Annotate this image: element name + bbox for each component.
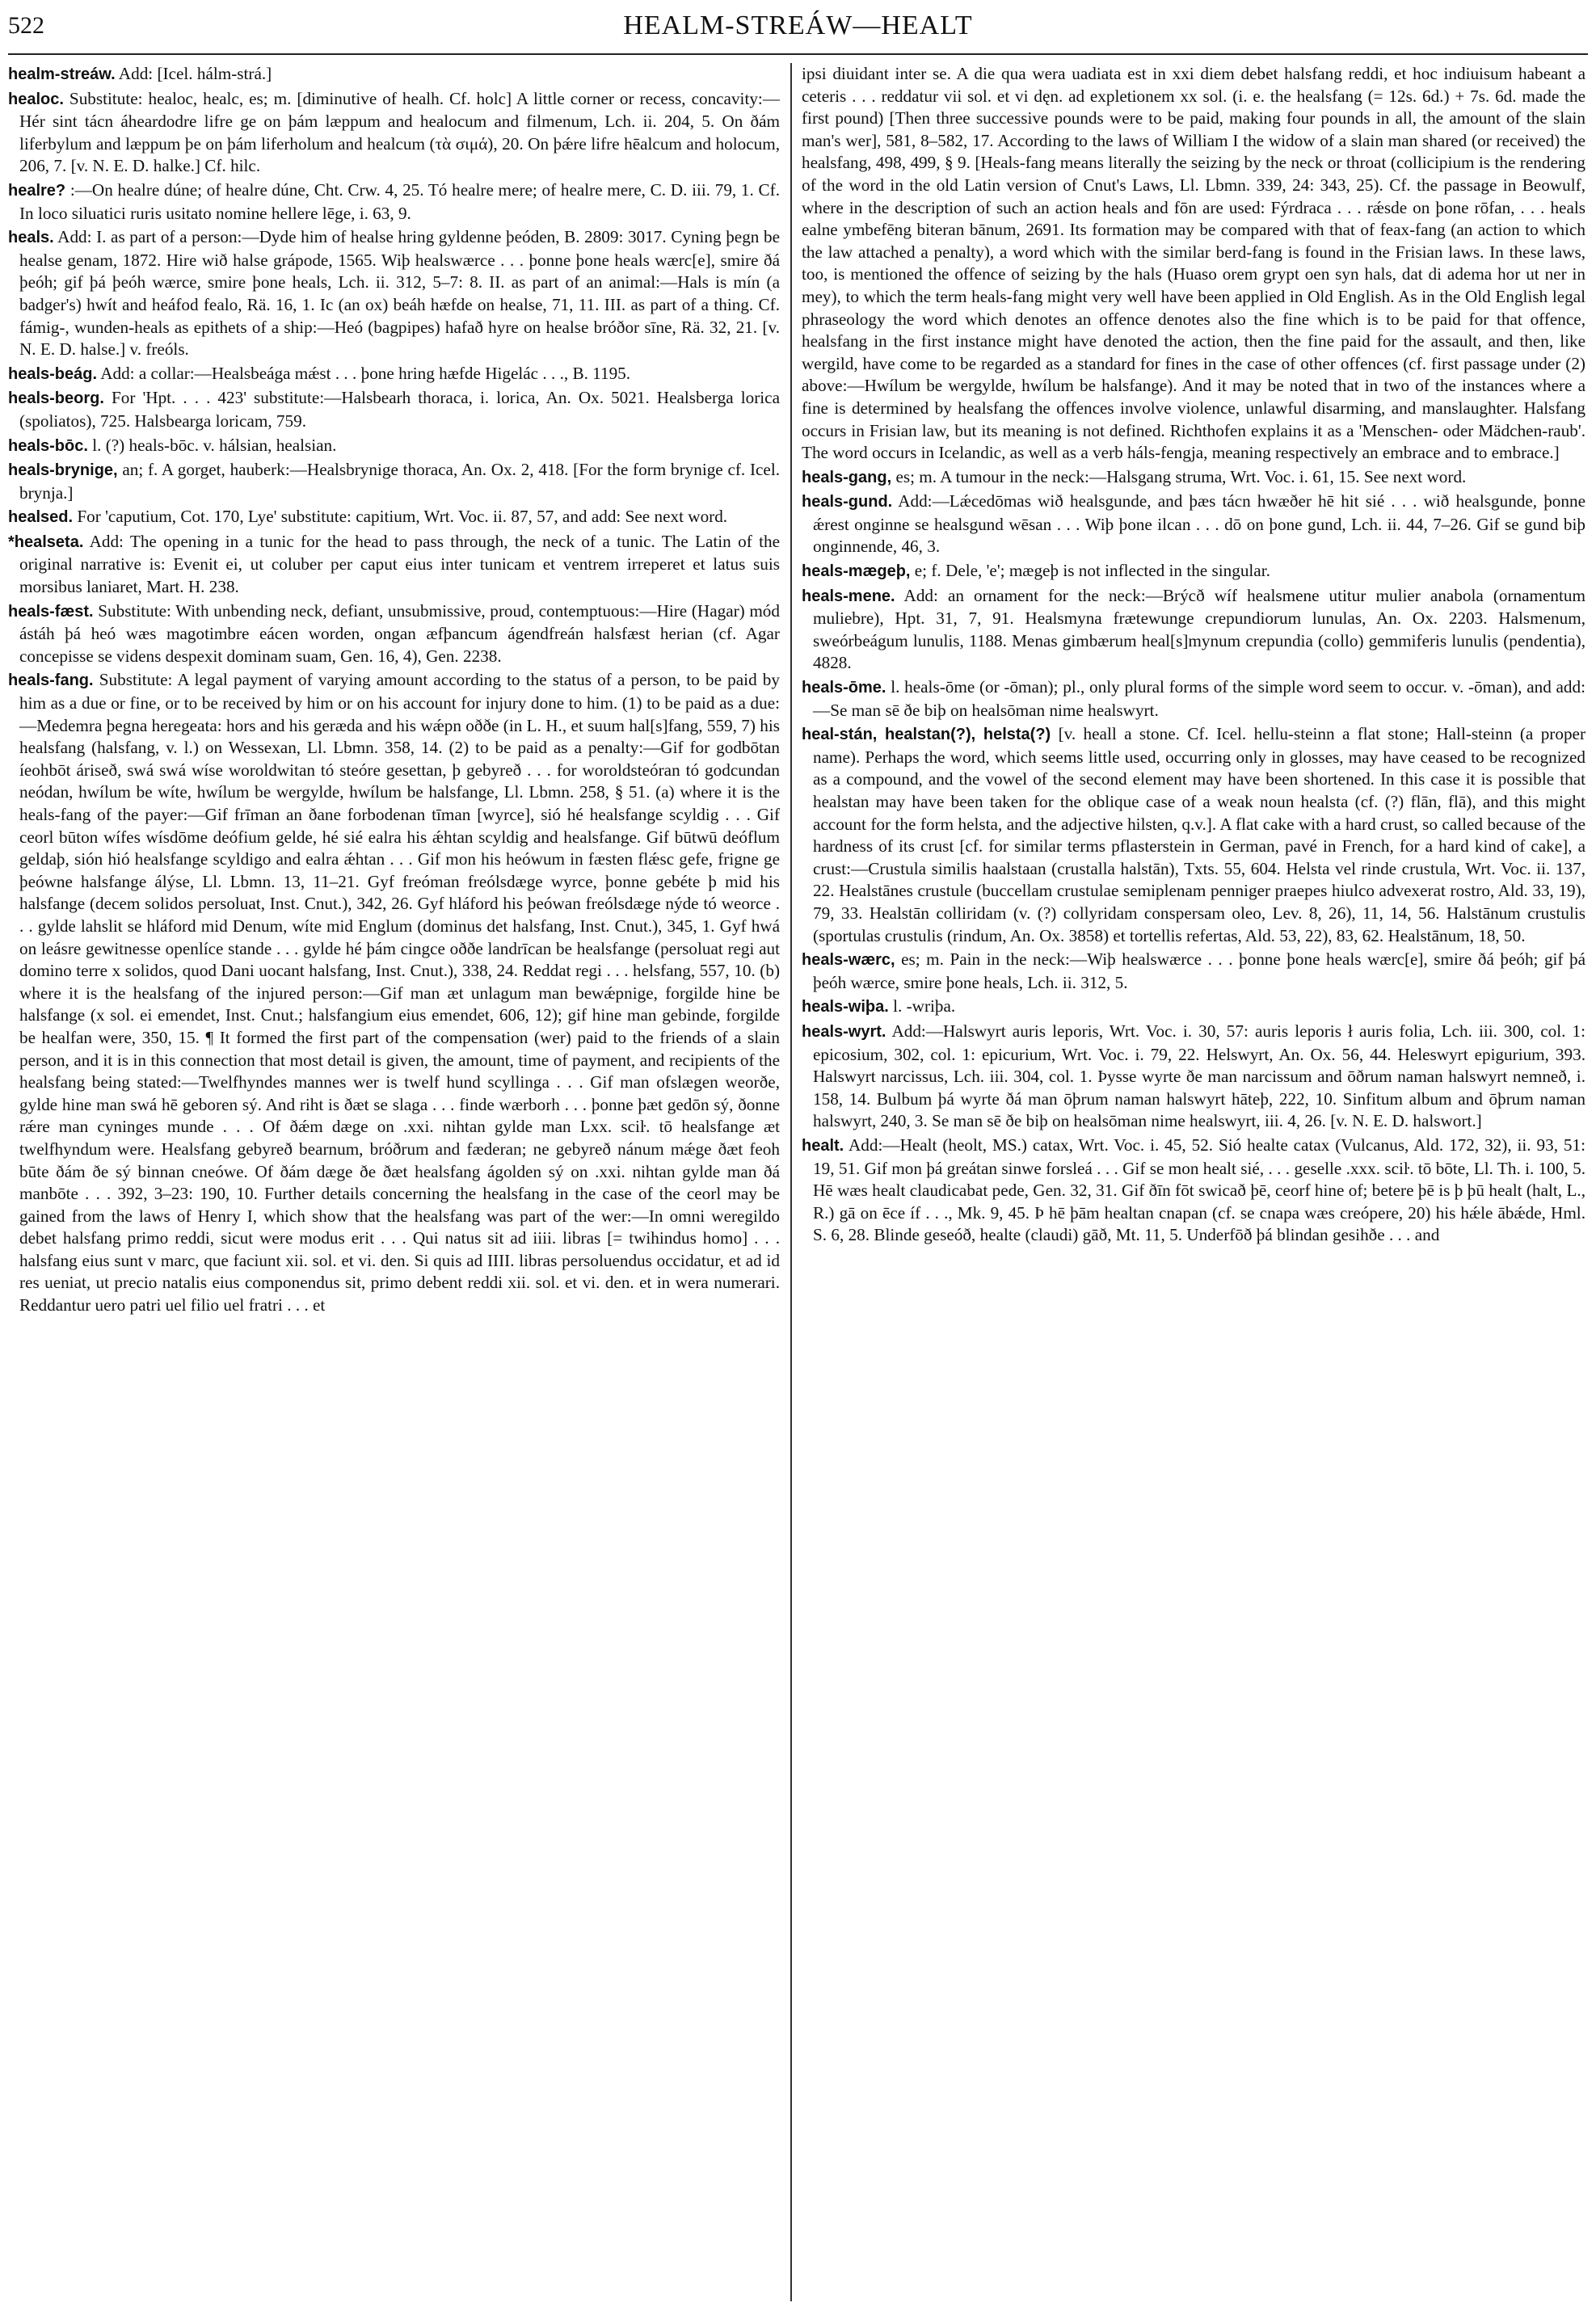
entry-headword: heals-wærc,	[802, 951, 895, 970]
entry-text: Add: a collar:—Healsbeága mǽst . . . þone hring hæfde Higelác . . ., B. 1195.	[100, 363, 631, 383]
entry-text: Add: I. as part of a person:—Dyde him of healse hring gyldenne þeóden, B. 2809: 3017. Cyning þegn be healse genam, 1872. Hire wið halse grápode, 1565. Wiþ healswærce . . . þonne þone heals wærc[e], smire ðá þeóh; gif þá þeóh wærce, smire þone heals, Lch. ii. 312, 5–7: 8. II. as part of an animal:—Hals is mín (a badger's) hwít and heáfod fealo, Rä. 16, 1. Ic (an ox) beáh hæfde on healse, 71, 11. III. as part of a thing. Cf. fámig-, wunden-heals as epithets of a ship:—Heó (bagpipes) hafað hyre on healse bróðor sīne, Rä. 32, 21. [v. N. E. D. halse.] v. freóls.	[19, 227, 780, 360]
dictionary-entry	[8, 600, 780, 668]
entry-headword: healm-streáw.	[8, 65, 116, 83]
entry-headword: heals-gang,	[802, 468, 892, 486]
dictionary-entry	[8, 226, 780, 361]
entry-text: Substitute: A legal payment of varying amount according to the status of a person, to be paid by him as a due or fine, or to be received by him or on his account for injury done to him. (1) to be paid as a due:—Medemra þegna heregeata: hors and his geræda and his wǽpn oððe (in L. H., et suum hal[s]fang, 559, 7) his healsfang (halsfang, v. l.) on Wessexan, Ll. Lbmn. 358, 14. (2) to be paid as a penalty:—Gif for godbōtan íeohbōt áriseð, swá swá wíse woroldwitan tó steóre gesettan, þ gebyreð . . . for woroldsteóran tó godcundan neódan, hwílum be wíte, hwílum be wergylde, hwílum be halsfange, Ll. Lbmn. 258, § 51. (a) where it is the heals-fang of the payer:—Gif frīman an ðane forbodenan tīman [wyrce], sió hé healsfange scyldig . . . Gif ceorl būton wífes wísdōme deófium gelde, hé sié ealra his ǽhtan scyldig and healsfange. Gif būtwū deóflum geldaþ, sión hió healsfange scyldigo and ealra ǽhtan . . . Gif mon his heówum in fæsten flǽsc gefe, frigne ge þeówne halsfange álýse, Ll. Lbmn. 13, 11–21. Gyf freóman freólsdæge wyrce, þonne gebéte þ mid his halsfange (decem solidos persoluat, Inst. Cnut.), 342, 26. Gyf hláford his þeówan freólsdæge nýde tó weorce . . . gylde lahslit se hláford mid Denum, wíte mid Englum (dominus det halsfang, Inst. Cnut.), 345, 1. Gyf hwá on leásre gewitnesse openlíce stande . . . gylde hé þám cingce oððe landrīcan be healsfange (persoluat regi aut domino terre x solidos, quod Dani uocant halsfang, Inst. Cnut.), 338, 24. Reddat regi . . . helsfang, 557, 10. (b) where it is the healsfang of the injured person:—Gif man æt unlagum man bewǽpnige, forgilde hine be halsfange (x sol. ei emendet, Inst. Cnut.; halsfangium eius emendet, 606, 12); gif hine man gebinde, forgilde be healfan were, 350, 15. ¶ It formed the first part of the compensation (wer) paid to the friends of a slain person, and it is in this connection that most detail is given, the amount, time of payment, and recipients of the healsfang being stated:—Twelfhyndes mannes wer is twelf hund scyllinga . . . Gif man ofslægen weorðe, gylde hine man swá hē geboren sý. And riht is ðæt se slaga . . . finde wærborh . . . þonne þæt gedōn sý, ðonne rǽre man cyninges munde . . . Of ðǽm dæge on .xxi. nihtan gylde man Lxx. sciŀ. tō healsfange æt twelfhyndum were. Healsfang gebyreð bearnum, bróðrum and fæderan; ne gebyreð nánum mǽge ðæt feoh būte ðám ðe sý binnan cneówe. Of ðám dæge ðe ðæt healsfang ágolden sý on .xxi. nihtan gylde man ðá manbōte . . . 392, 3–23: 190, 10. Further details concerning the healsfang in the case of the ceorl may be gained from the laws of Henry I, which show that the healsfang was part of the wer:—In omni weregildo debet halsfang primo reddi, sicut were modus erit . . . Qui natus sit ad iiii. libras [= twihindus homo] . . . halsfang eius sunt v marc, que faciunt xii. sol. et vi. den. Si quis ad IIII. libras persoluendus occidatur, et ad id res ueniat, ut precio natalis eius componendus sit, primo debent reddi xii. sol. et vi. den. et in wera numerari. Reddantur uero patri uel filio uel fratri . . . et	[19, 670, 780, 1315]
entry-text: Add: [Icel. hálm-strá.]	[118, 64, 272, 83]
entry-headword: healt.	[802, 1136, 844, 1155]
entry-text: Add: an ornament for the neck:—Brýcð wíf healsmene utitur mulier anabola (ornamentum muliebre), Hpt. 31, 7, 91. Healsmyna frætewunge crepundiorum lunulas, An. Ox. 2203. Halsmenum, sweórbeágum lunulis, 1188. Menas gimbærum heal[s]mynum crepundia (collo) gemmiferis lunulis (pendentia), 4828.	[813, 585, 1585, 673]
dictionary-entry	[8, 179, 780, 225]
entry-headword: healoc.	[8, 90, 64, 108]
entry-headword: heals-brynige,	[8, 461, 118, 480]
entry-text: Add:—Halswyrt auris leporis, Wrt. Voc. i. 30, 57: auris leporis ł auris folia, Lch. iii. 300, col. 1: epicosium, 302, col. 1: epicurium, Wrt. Voc. i. 79, 22. Helswyrt, An. Ox. 56, 44. Heleswyrt epigurium, 393. Halswyrt narcissus, Lch. iii. 304, col. 1. Þysse wyrte ðe man narcissum and ōðrum naman halswyrt nemneð, i. 158, 14. Bulbum þá wyrte ðá man ōþrum naman halswyrt hāteþ, 222, 10. Sinfitum album and ōþrum naman halswyrt, 240, 3. Se man sē ðe biþ on healsōman nime healswyrt, iii. 4, 26. [v. N. E. D. halswort.]	[813, 1021, 1585, 1131]
dictionary-entry	[8, 63, 780, 86]
dictionary-entry	[8, 459, 780, 504]
entry-text: l. -wriþa.	[893, 996, 956, 1017]
header-rule	[8, 53, 1588, 55]
entry-text: For 'caputium, Cot. 170, Lye' substitute: capitium, Wrt. Voc. ii. 87, 57, and add: See next word.	[77, 507, 728, 527]
dictionary-entry	[802, 560, 1585, 583]
entry-text: Add:—Healt (heolt, MS.) catax, Wrt. Voc. i. 45, 52. Sió healte catax (Vulcanus, Ald. 172, 32), ii. 93, 51: 19, 51. Gif mon þá greátan sinwe forsleá . . . Gif se mon healt sié, . . . geselle .xxx. sciŀ. tō bōte, Ll. Th. i. 100, 5. Hē wæs healt claudicabat pede, Gen. 32, 31. Gif ðīn fōt swicað þē, ceorf hine of; betere þē is þ þū healt (halt, L., R.) gā on ēce íf . . ., Mk. 9, 45. Þ hē þām healtan cnapan (cf. se cnapa wæs creópere, 20) his hǽle ābǽde, Hml. S. 6, 28. Blinde geseóð, healte (claudi) gāð, Mt. 11, 5. Underfōð þá blindan gesihðe . . . and	[813, 1134, 1585, 1245]
entry-headword: heals-beág.	[8, 364, 98, 383]
entry-text: Substitute: healoc, healc, es; m. [diminutive of healh. Cf. holc] A little corner or recess, concavity:—Hér sint tácn áheardodre lifre ge on þám læppum and healocum and filmenum, Lch. ii. 204, 5. On ðám liferbylum and læppum þe on þám liferholum and healcum (τὰ σιμά), 20. On þǽre lifre hēalcum and holocum, 206, 7. [v. N. E. D. halke.] Cf. hilc.	[19, 88, 780, 176]
dictionary-entry	[8, 363, 780, 386]
entry-text: :—On healre dúne; of healre dúne, Cht. Crw. 4, 25. Tó healre mere; of healre mere, C. D. iii. 79, 1. Cf. In loco siluatici ruris usitato nomine hellere lēge, i. 63, 9.	[19, 179, 780, 223]
entry-headword: heals-mene.	[802, 587, 895, 605]
entry-text: es; m. A tumour in the neck:—Halsgang struma, Wrt. Voc. i. 61, 15. See next word.	[895, 466, 1467, 486]
entry-text: l. heals-ōme (or -ōman); pl., only plural forms of the simple word seem to occur. v. -ōman), and add:—Se man sē ðe biþ on healsōman nime healswyrt.	[813, 677, 1585, 720]
entry-text: es; m. Pain in the neck:—Wiþ healswærce . . . þonne þone heals wærc[e], smire ðá þeóh; gif þá þeóh wærce, smire þone heals, Lch. ii. 312, 5.	[813, 949, 1585, 992]
entry-text: [v. heall a stone. Cf. Icel. hellu-steinn a flat stone; Hall-steinn (a proper name). Perhaps the word, which seems little used, occurring only in glosses, may have ceased to be recognized as a compound, and the vowel of the second element may have been shortened. In this case it is possible that healstan may have been taken for the oblique case of a weak noun healsta (cf. (?) flān, flā), and this might account for the form helsta, and the adjective hilsten, q.v.]. A flat cake with a hard crust, so called because of the hardness of its crust [cf. for similar terms pflasterstein in German, pavé in French, for a hard kind of cake], a crust:—Crustula similis haalstaan (crustalla halstān), Txts. 55, 604. Helsta vel rinde crustula, Wrt. Voc. ii. 137, 22. Healstānes crustule (buccellam crustulae semiplenam penniger praepes hiulco advexerat rostro, Ald. 33, 19), 79, 33. Healstān colliridam (v. (?) collyridam conspersam oleo, Lev. 8, 26), 11, 14, 56. Halstānum crustulis (sportulas crustulis (rindum, An. Ox. 3858) et tortellis refertas, Ald. 53, 22), 83, 62. Healstānum, 18, 50.	[813, 724, 1585, 945]
dictionary-entry	[802, 466, 1585, 490]
entry-headword: heals-fæst.	[8, 602, 94, 621]
dictionary-entry	[802, 723, 1585, 947]
entry-headword: heal-stán, healstan(?), helsta(?)	[802, 726, 1051, 744]
dictionary-entry	[8, 387, 780, 432]
entry-headword: heals-wyrt.	[802, 1022, 886, 1041]
dictionary-entry	[802, 1134, 1585, 1247]
dictionary-entry	[802, 63, 1585, 465]
page-header	[8, 6, 1588, 48]
running-head: HEALM-STREÁW—HEALT	[623, 11, 973, 40]
entry-text: Add: The opening in a tunic for the head to pass through, the neck of a tunic. The Latin of the original narrative is: Evenit ei, ut coluber per caput eius inter tunicam et ventrem irreperet et latus suis morsibus laniaret, Mart. H. 238.	[19, 531, 780, 597]
entry-headword: healsed.	[8, 508, 74, 527]
right-column	[802, 63, 1585, 2301]
left-column	[8, 63, 780, 2301]
dictionary-entry	[802, 676, 1585, 722]
dictionary-entry	[8, 669, 780, 1316]
page-number: 522	[8, 12, 44, 39]
entry-text: an; f. A gorget, hauberk:—Healsbrynige thoraca, An. Ox. 2, 418. [For the form brynige cf. Icel. brynja.]	[19, 460, 780, 503]
entry-headword: heals-gund.	[802, 493, 893, 511]
entry-headword: heals-wiþa.	[802, 998, 889, 1017]
entry-text: l. (?) heals-bōc. v. hálsian, healsian.	[92, 435, 337, 455]
dictionary-entry	[8, 506, 780, 529]
entry-headword: heals-fang.	[8, 671, 94, 690]
entry-text: Add:—Lǽcedōmas wið healsgunde, and þæs tácn hwæðer hē hit sié . . . wið healsgunde, þonne ǽrest onginne se healsgund wēsan . . . Wiþ þone ilcan . . . dō on þone gund, Lch. ii. 44, 7–26. Gif se gund biþ onginnende, 46, 3.	[813, 491, 1585, 557]
entry-headword: *healseta.	[8, 532, 84, 551]
entry-text: ipsi diuidant inter se. A die qua wera uadiata est in xxi diem debet halsfang reddi, et hoc indiuisum habeant a ceteris . . . reddatur vii sol. et vi dęn. ad expletionem xx sol. (i. e. the healsfang (= 12s. 6d.) + 7s. 6d. made the first pound) [Then three successive pounds were to be paid, making four pounds in all, the amount of the slain man's wer], 581, 8–582, 17. According to the laws of William I the widow of a slain man shared (or received) the healsfang, 498, 499, § 9. [Heals-fang means literally the seizing by the neck or throat (collicipium is the rendering of the word in the old Latin version of Cnut's Laws, Ll. Lbmn. 339, 24: 343, 25). Cf. the passage in Beowulf, where in the description of such an action heals and fōn are used: Fýrdraca . . . rǽsde on þone rōfan, . . . heals ealne ymbefēng biteran bānum, 2691. Its formation may be compared with that of feax-fang (an action to which the law attached a penalty), a word which with the similar berd-fang is found in the Frisian laws. In these laws, too, is mentioned the offence of seizing by the hals (Huaso orem grypt oen syn hals, dat di adema hor ut ner in mey), to which the term heals-fang might very well have been applied in Old English. As in the Old English legal phraseology the word which denotes an offence denotes also the fine which is to be paid for that offence, healsfang in the first instance might have denoted the action, then the fine paid for the assault, and then, like wergild, have come to be regarded as a standard for fines in the case of other offences (cf. first passage under (2) above:—Hwílum be wergylde, hwílum be halsfange). And it may be noted that in two of the instances where a fine is determined by healsfang the offences involve violence, unlawful disarming, and manslaughter. Halsfang occurs in Frisian law, but its meaning is not defined. Richthofen explains it as a 'Menschen- oder Mädchen-raub'. The word occurs in Icelandic, as well as a verb háls-fengja, meaning respectively an embrace and to embrace.]	[802, 64, 1585, 463]
entry-headword: heals-bōc.	[8, 436, 88, 455]
dictionary-entry	[802, 585, 1585, 675]
entry-headword: heals-mægeþ,	[802, 562, 911, 581]
entry-headword: heals-ōme.	[802, 679, 886, 697]
entry-text: Substitute: With unbending neck, defiant, unsubmissive, proud, contemptuous:—Hire (Hagar) mód ástáh þá heó wæs magotimbre eácen worden, ongan æfþancum ágendfreán halsfæst herian (cf. Agar concepisse se videns despexit dominam suam, Gen. 16, 4), Gen. 2238.	[19, 600, 780, 666]
dictionary-entry	[802, 949, 1585, 994]
dictionary-entry	[802, 996, 1585, 1019]
dictionary-entry	[802, 490, 1585, 558]
entry-text: e; f. Dele, 'e'; mægeþ is not inflected in the singular.	[914, 561, 1270, 581]
entry-text: For 'Hpt. . . . 423' substitute:—Halsbearh thoraca, i. lorica, An. Ox. 5021. Healsberga lorica (spoliatos), 725. Halsbearga loricam, 759.	[19, 388, 780, 431]
dictionary-entry	[8, 88, 780, 178]
entry-headword: heals-beorg.	[8, 389, 104, 408]
dictionary-entry	[802, 1021, 1585, 1133]
dictionary-entry	[8, 531, 780, 599]
entry-headword: heals.	[8, 229, 54, 247]
dictionary-entry	[8, 435, 780, 458]
column-divider	[790, 63, 792, 2301]
entry-headword: healre?	[8, 181, 66, 200]
